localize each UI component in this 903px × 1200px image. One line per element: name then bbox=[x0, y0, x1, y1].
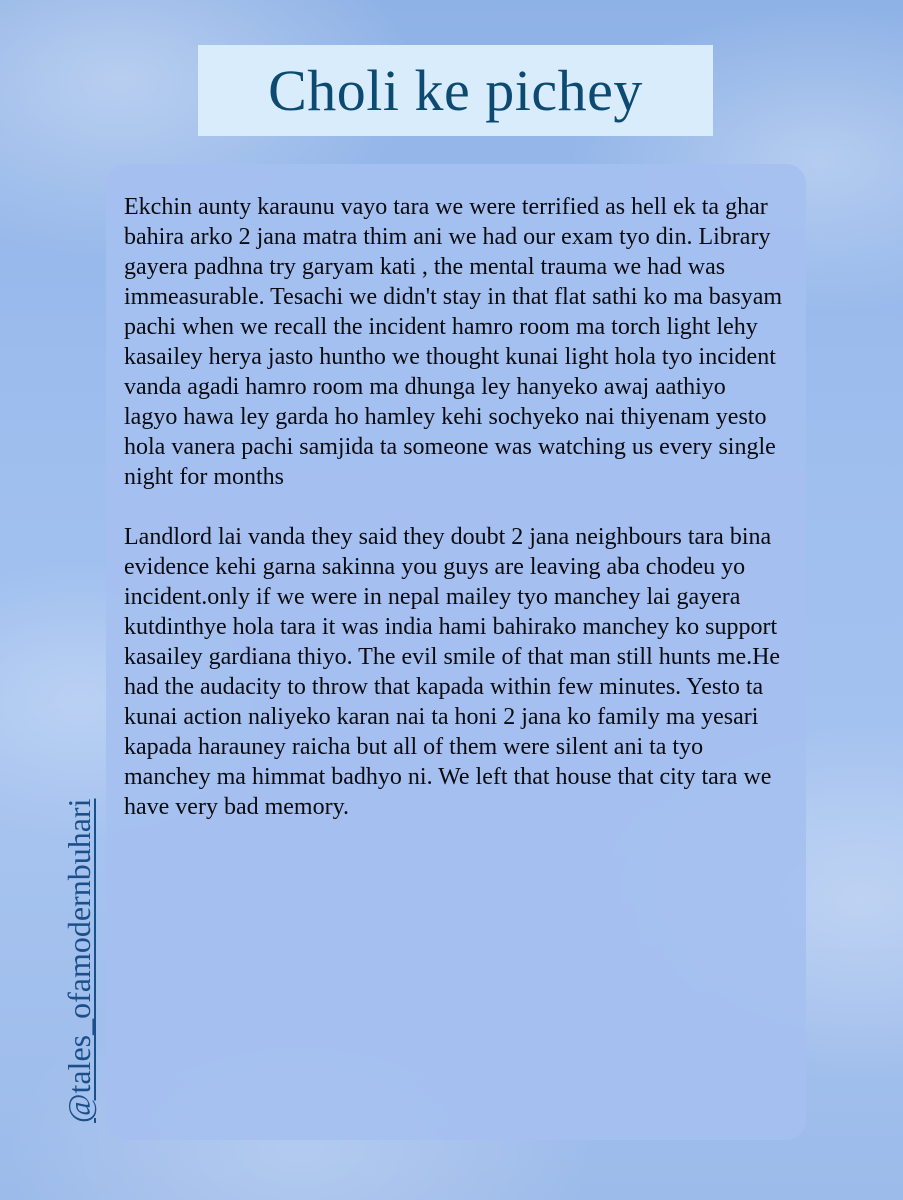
story-paragraph-2: Landlord lai vanda they said they doubt 2 jana neighbours tara bina evidence kehi garna sakinna you guys are leaving aba chodeu yo incident.only if we were in nepal mailey tyo manchey lai gayera kutdinthye hola tara it was india hami bahirako manchey ko support kasailey gardiana thiyo. The evil smile of that man still hunts me.He had the audacity to throw that kapada within few minutes. Yesto ta kunai action naliyeko karan nai ta honi 2 jana ko family ma yesari kapada harauney raicha but all of them were silent ani ta tyo manchey ma himmat badhyo ni. We left that house that city tara we have very bad memory. bbox=[124, 524, 781, 820]
story-paragraph-1: Ekchin aunty karaunu vayo tara we were terrified as hell ek ta ghar bahira arko 2 jana matra thim ani we had our exam tyo din. Library gayera padhna try garyam kati , the mental trauma we had was immeasurable. Tesachi we didn't stay in that flat sathi ko ma basyam pachi when we recall the incident hamro room ma torch light lehy kasailey herya jasto huntho we thought kunai light hola tyo incident vanda agadi hamro room ma dhunga ley hanyeko awaj aathiyo lagyo hawa ley garda ho hamley kehi sochyeko nai thiyenam yesto hola vanera pachi samjida ta someone was watching us every single night for months bbox=[124, 194, 783, 490]
title-banner bbox=[198, 45, 713, 136]
story-card bbox=[106, 164, 806, 1140]
page-title: Choli ke pichey bbox=[268, 58, 643, 123]
author-handle: @tales_ofamodernbuhari bbox=[61, 798, 97, 1123]
story-text bbox=[124, 192, 784, 822]
